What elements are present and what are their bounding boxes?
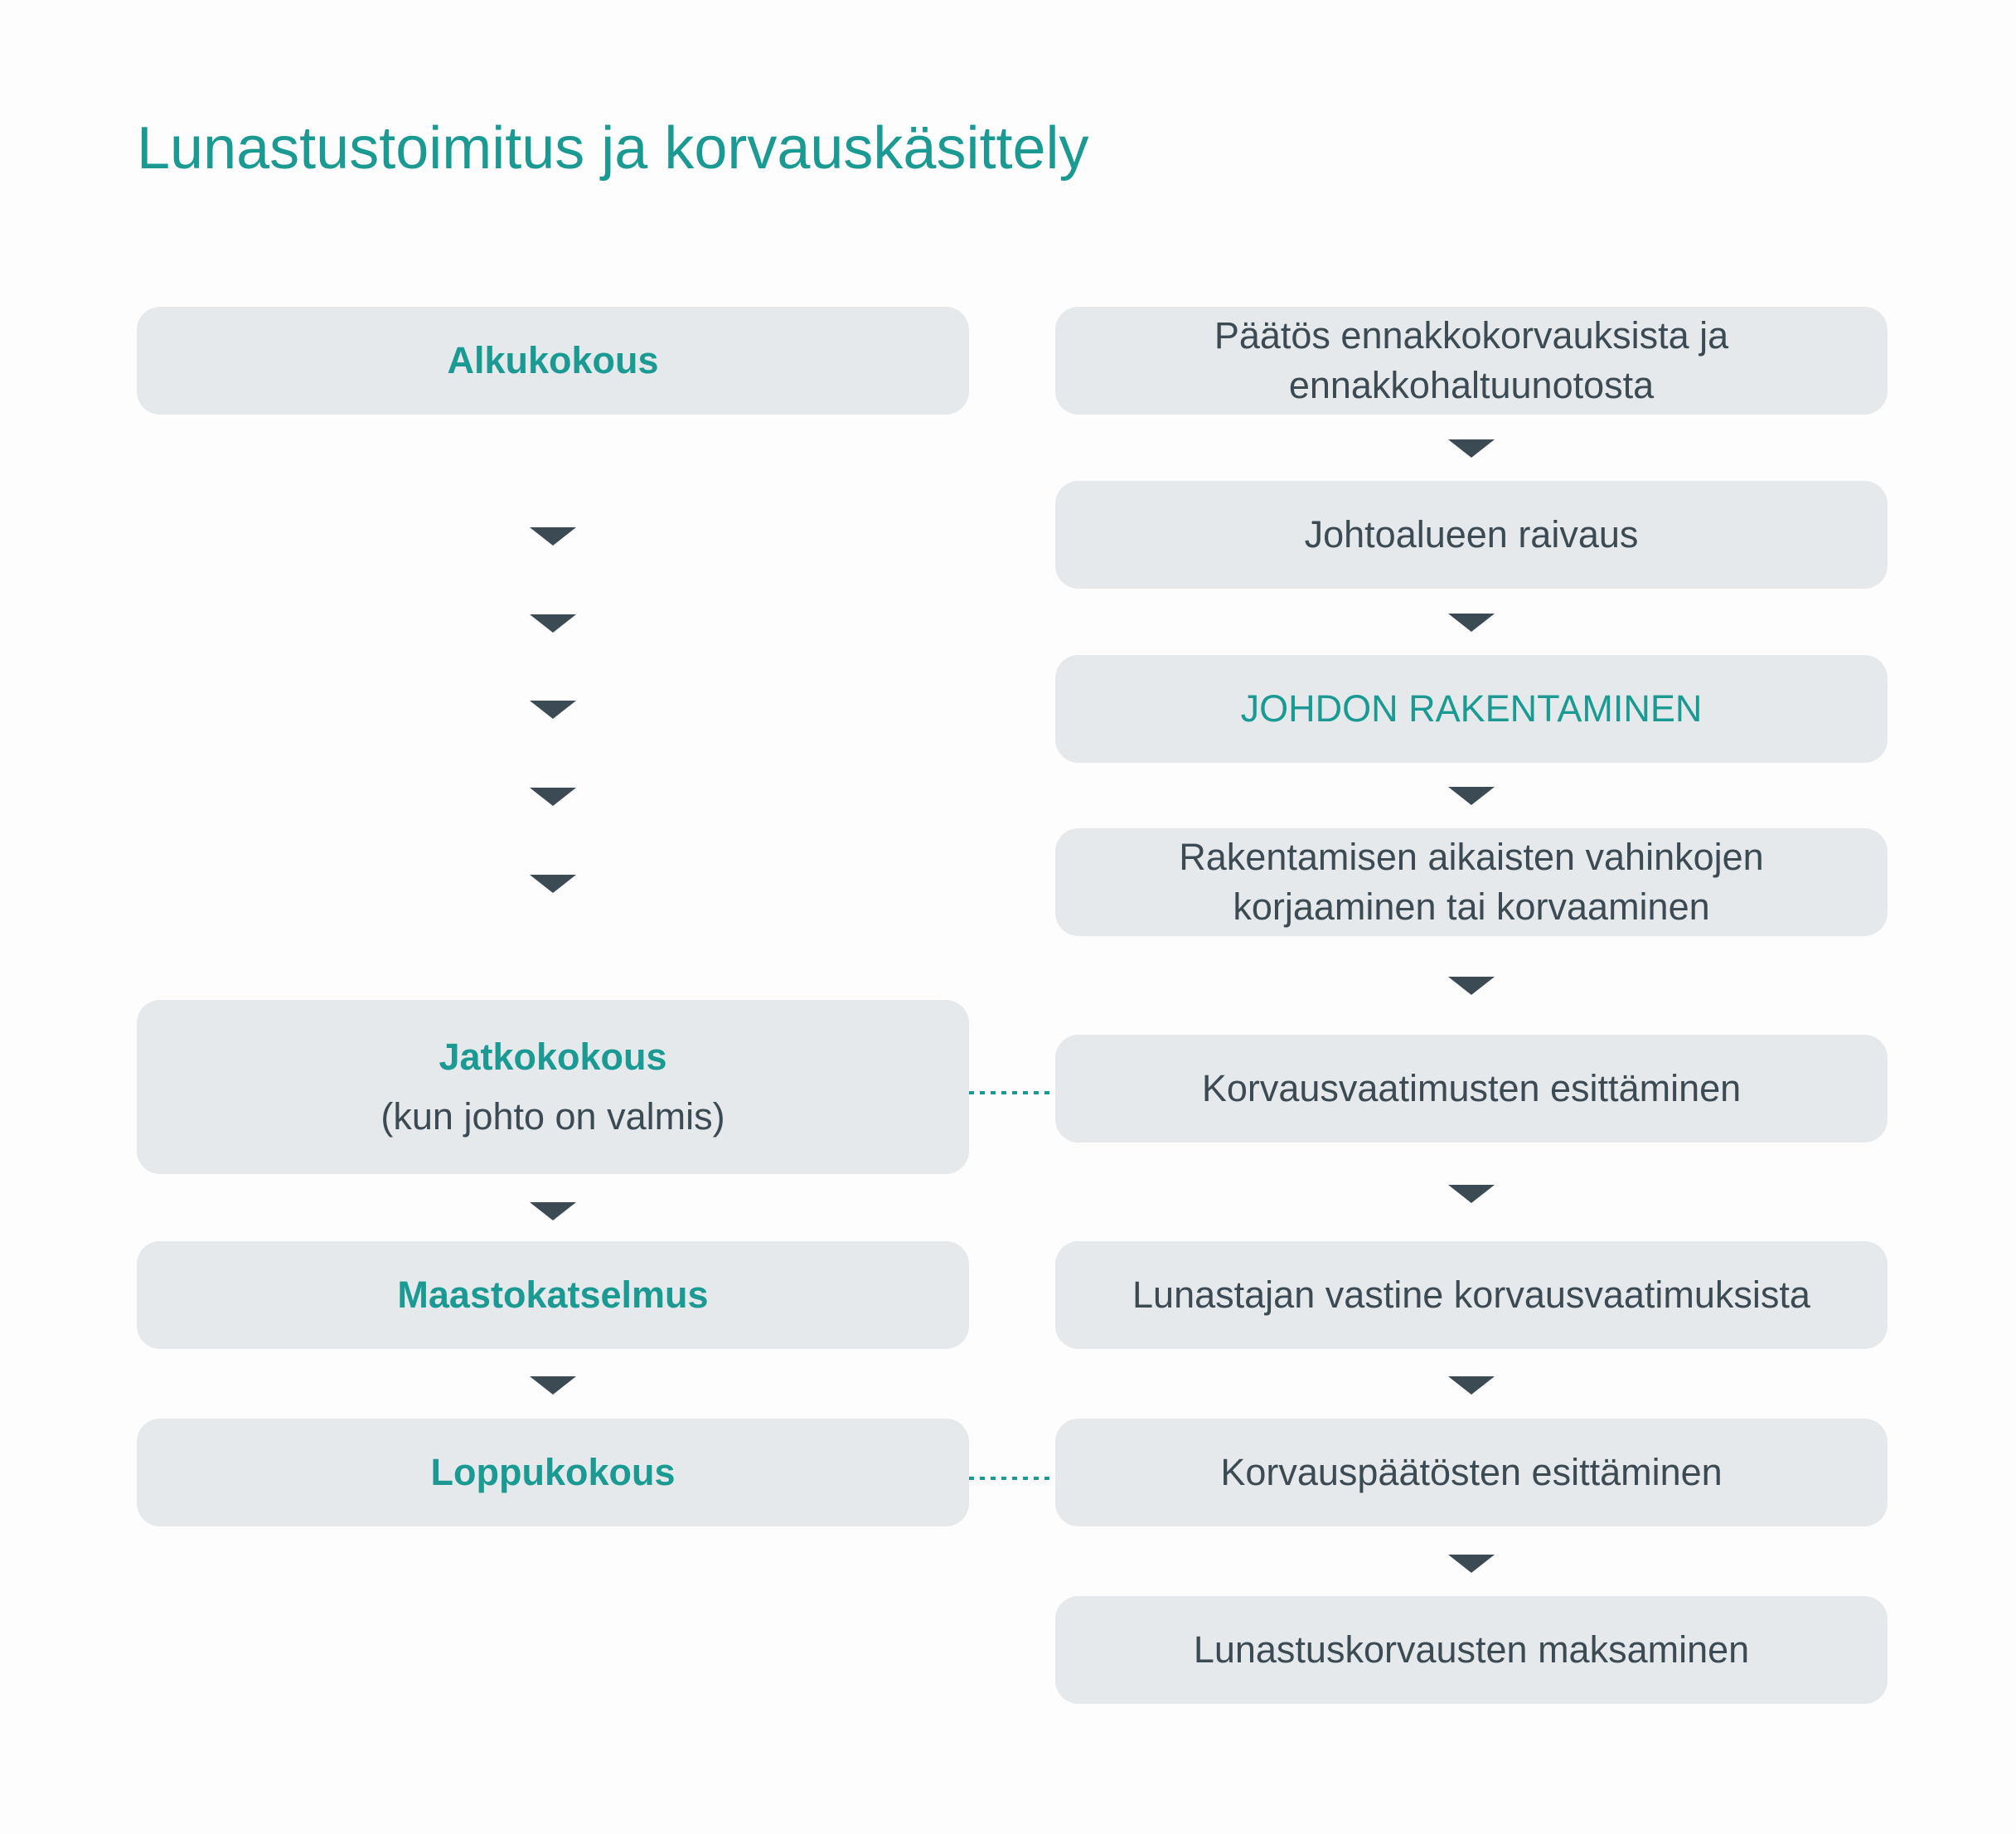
step-korvausvaatimukset (1055, 1035, 1888, 1143)
arrow-down-icon (1448, 1376, 1495, 1395)
step-label-line2: ennakkohaltuunotosta (1288, 364, 1655, 406)
arrow-down-icon (1448, 439, 1495, 458)
step-jatkokokous (137, 1000, 969, 1174)
step-label: Lunastajan vastine korvausvaatimuksista (1132, 1274, 1810, 1316)
arrow-down-icon (1448, 1185, 1495, 1203)
arrow-down-icon (530, 527, 576, 546)
step-label: Korvausvaatimusten esittäminen (1201, 1067, 1742, 1109)
step-rakentaminen (1055, 655, 1888, 763)
arrow-down-icon (1448, 1555, 1495, 1573)
dotted-connector (969, 1470, 1055, 1475)
dotted-connector (969, 1084, 1055, 1089)
step-label: Korvauspäätösten esittäminen (1220, 1451, 1723, 1493)
step-vahingot (1055, 828, 1888, 936)
step-raivaus (1055, 481, 1888, 589)
arrow-down-icon (1448, 977, 1495, 995)
step-label: Lunastuskorvausten maksaminen (1193, 1628, 1750, 1671)
step-maksaminen (1055, 1596, 1888, 1704)
step-maastokatselmus (137, 1241, 969, 1349)
arrow-down-icon (530, 1376, 576, 1395)
step-alkukokous (137, 307, 969, 415)
step-label: Loppukokous (430, 1451, 676, 1493)
arrow-down-icon (530, 614, 576, 633)
step-loppukokous (137, 1419, 969, 1526)
step-label-line1: Päätös ennakkokorvauksista ja (1214, 314, 1729, 357)
arrow-down-icon (530, 701, 576, 719)
step-ennakkopaatos (1055, 307, 1888, 415)
step-label: Maastokatselmus (397, 1274, 709, 1316)
step-label: JOHDON RAKENTAMINEN (1240, 687, 1703, 730)
arrow-down-icon (530, 788, 576, 806)
step-korvauspaatokset (1055, 1419, 1888, 1526)
arrow-down-icon (1448, 787, 1495, 805)
page-title: Lunastustoimitus ja korvauskäsittely (137, 115, 1089, 182)
arrow-down-icon (530, 875, 576, 893)
step-label-line1: Rakentamisen aikaisten vahinkojen (1179, 836, 1764, 878)
step-label-line2: korjaaminen tai korvaaminen (1233, 885, 1710, 928)
arrow-down-icon (1448, 614, 1495, 632)
step-label: Johtoalueen raivaus (1304, 513, 1639, 556)
step-sublabel: (kun johto on valmis) (380, 1095, 725, 1138)
step-label: Alkukokous (447, 339, 659, 381)
arrow-down-icon (530, 1202, 576, 1220)
step-vastine (1055, 1241, 1888, 1349)
step-label: Jatkokokous (439, 1036, 667, 1078)
